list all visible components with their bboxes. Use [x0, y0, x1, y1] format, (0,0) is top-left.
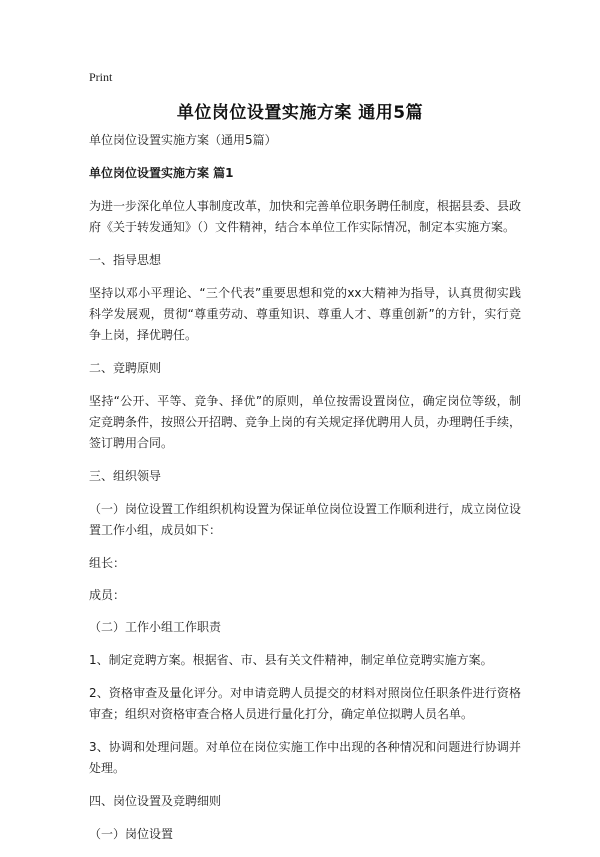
heading-guiding-ideology: 一、指导思想 [89, 253, 162, 267]
paragraph-duty-3: 3、协调和处理问题。对单位在岗位实施工作中出现的各种情况和问题进行协调并处理。 [89, 740, 521, 775]
heading-team-duties: （二）工作小组工作职责 [89, 620, 222, 634]
paragraph-duty-2: 2、资格审查及量化评分。对申请竞聘人员提交的材料对照岗位任职条件进行资格审查；组织对资格审查合格人员进行量化打分，确定单位拟聘人员名单。 [89, 686, 521, 721]
paragraph-guiding-ideology: 坚持以邓小平理论、“三个代表”重要思想和党的xx大精神为指导，认真贯彻实践科学发展观，贯彻“尊重劳动、尊重知识、尊重人才、尊重创新”的方针，实行竞争上岗，择优聘任。 [89, 286, 521, 342]
page-title: 单位岗位设置实施方案 通用5篇 [176, 103, 424, 123]
section-heading: 单位岗位设置实施方案 篇1 [89, 166, 234, 180]
heading-organization-leadership: 三、组织领导 [89, 469, 162, 483]
paragraph-organization-setup: （一）岗位设置工作组织机构设置为保证单位岗位设置工作顺利进行，成立岗位设置工作小组，成员如下： [89, 502, 522, 537]
paragraph-team-leader: 组长： [89, 556, 126, 570]
print-link[interactable]: Print [89, 70, 113, 84]
article-subtitle: 单位岗位设置实施方案（通用5篇） [89, 133, 277, 147]
paragraph-duty-1: 1、制定竞聘方案。根据省、市、县有关文件精神，制定单位竞聘实施方案。 [89, 653, 493, 667]
paragraph-intro: 为进一步深化单位人事制度改革，加快和完善单位职务聘任制度，根据县委、县政府《关于转发通知》（）文件精神，结合本单位工作实际情况，制定本实施方案。 [89, 199, 522, 234]
article-body [89, 130, 521, 857]
heading-position-setup-rules: 四、岗位设置及竞聘细则 [89, 794, 222, 808]
heading-position-setup: （一）岗位设置 [89, 827, 174, 841]
heading-competition-principles: 二、竞聘原则 [89, 361, 162, 375]
paragraph-team-members: 成员： [89, 588, 126, 602]
paragraph-competition-principles: 坚持“公开、平等、竞争、择优”的原则，单位按需设置岗位，确定岗位等级，制定竞聘条件，按照公开招聘、竞争上岗的有关规定择优聘用人员，办理聘任手续，签订聘用合同。 [89, 394, 522, 450]
